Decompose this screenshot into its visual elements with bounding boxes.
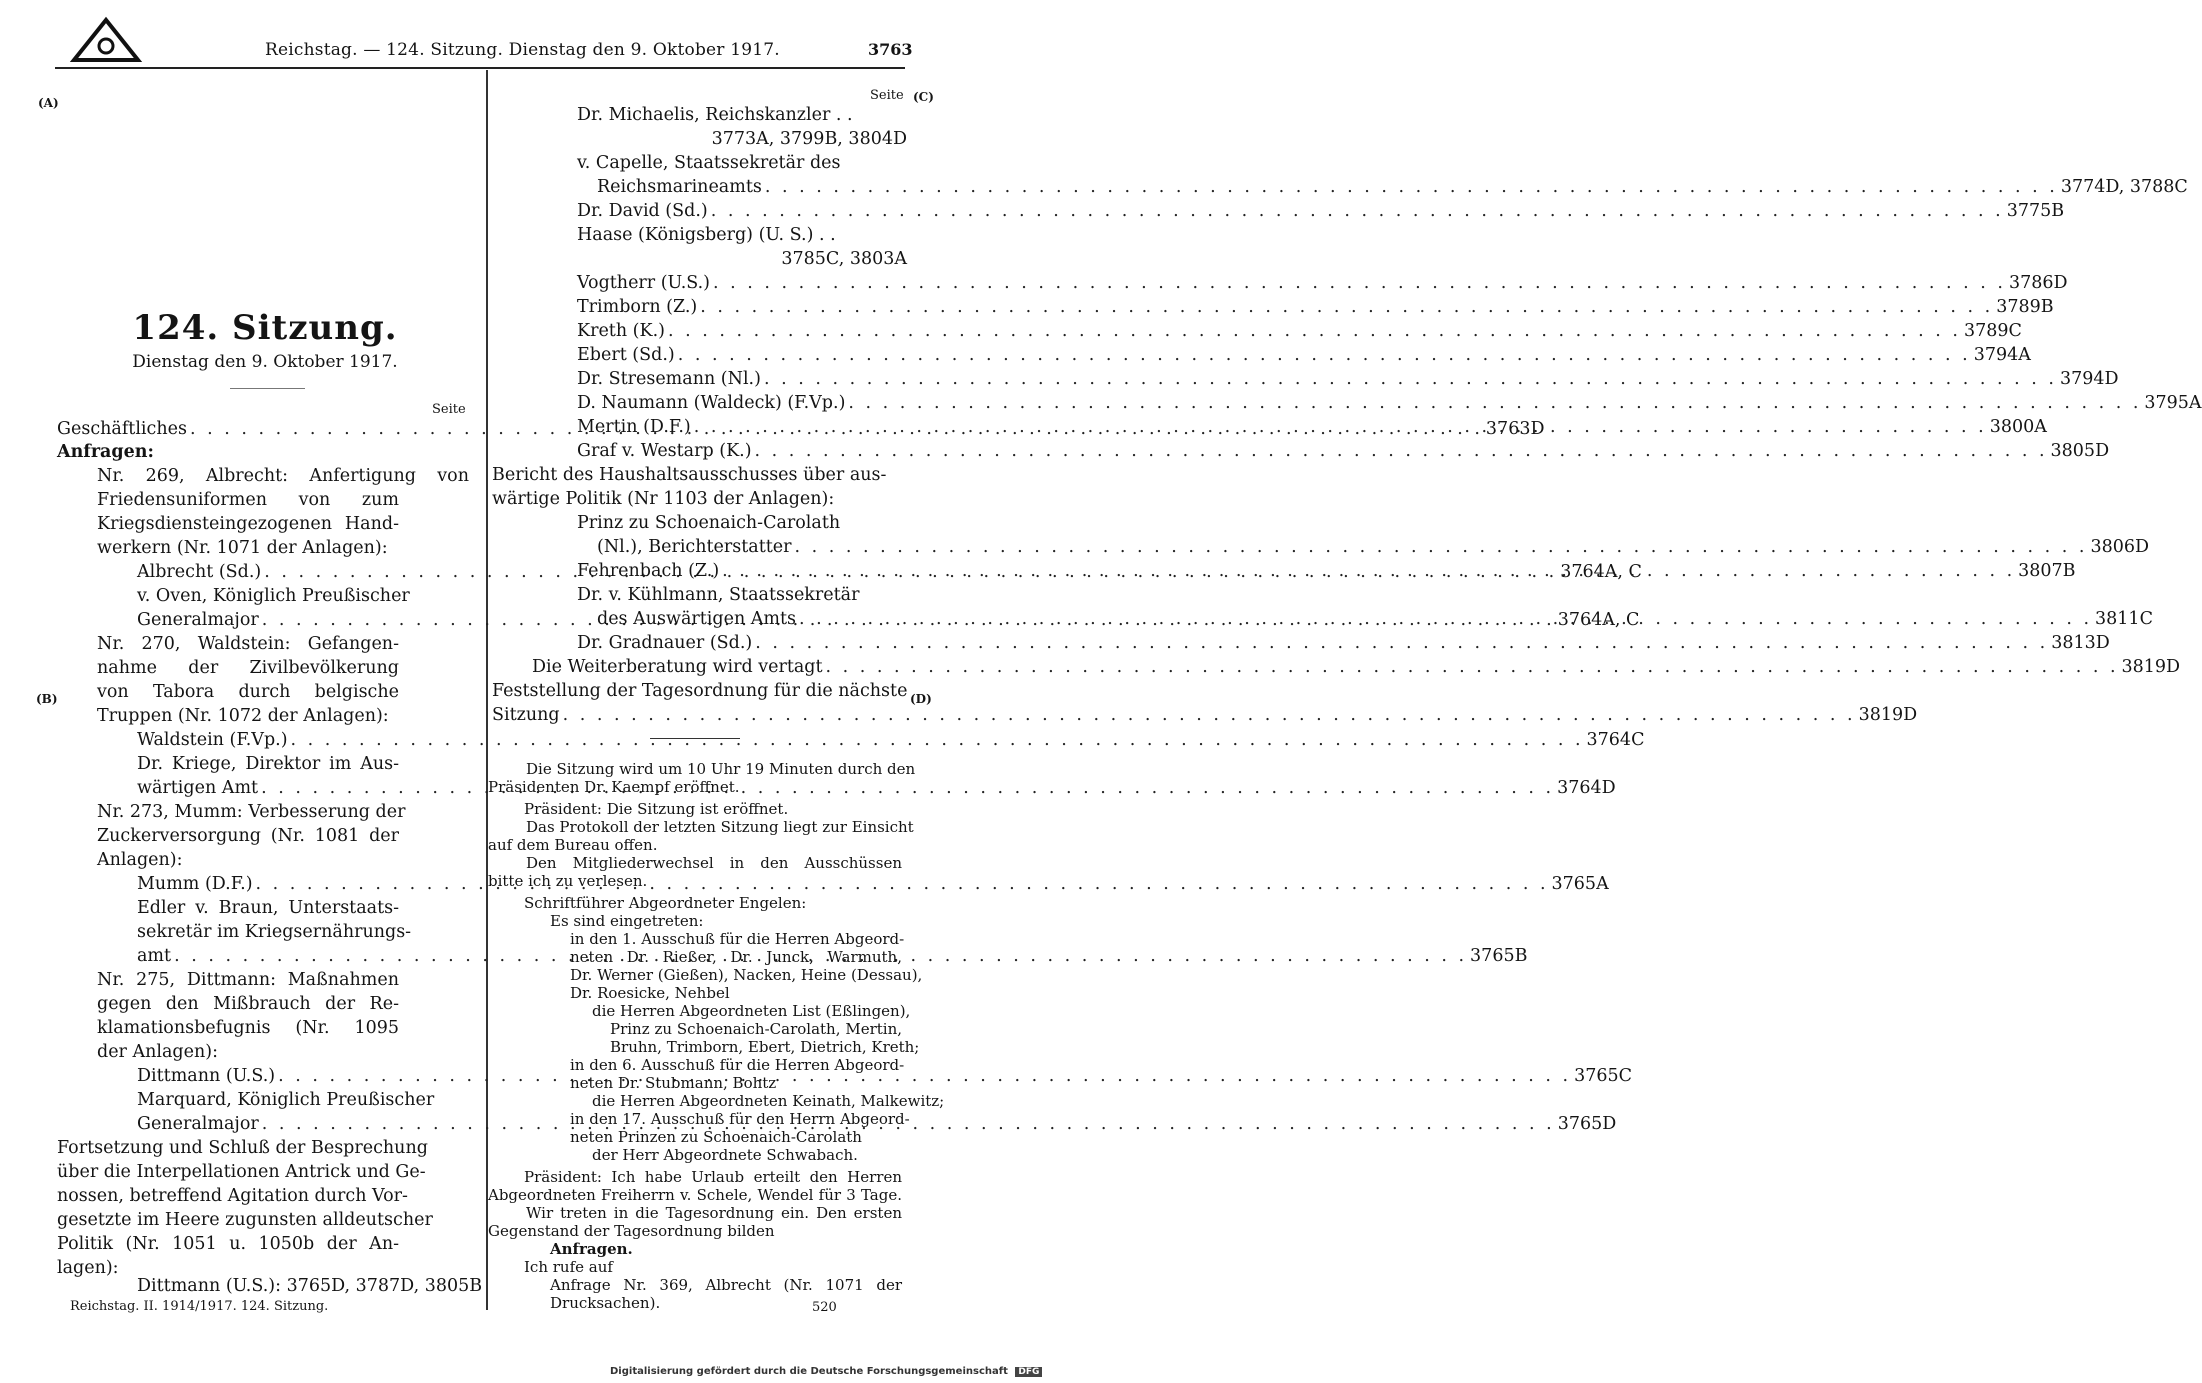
- toc-line: 3773A, 3799B, 3804D: [711, 129, 907, 149]
- toc-line: [577, 320, 2022, 343]
- entry-text: Graf v. Westarp (K.): [577, 441, 752, 461]
- entry-text: Generalmajor: [137, 610, 259, 630]
- title-rule: [230, 388, 305, 389]
- toc-line: Dr. v. Kühlmann, Staatssekretär: [577, 585, 860, 605]
- page-reference: 3765D: [1557, 1114, 1617, 1134]
- body-line: neten Dr. Stubmann, Bohtz: [570, 1074, 777, 1092]
- body-line: in den 6. Ausschuß für die Herren Abgeord-: [570, 1056, 905, 1074]
- page-reference: 3795A: [2144, 393, 2202, 413]
- entry-text: Die Weiterberatung wird vertagt: [532, 657, 823, 677]
- body-line: Gegenstand der Tagesordnung bilden: [488, 1222, 775, 1240]
- toc-line: Zuckerversorgung (Nr. 1081 der: [97, 826, 399, 846]
- page-reference: 3813D: [2051, 633, 2110, 653]
- body-line: Drucksachen).: [550, 1294, 661, 1312]
- dot-leader: [691, 416, 1990, 438]
- body-line: neten Prinzen zu Schoenaich-Carolath: [570, 1128, 862, 1146]
- toc-line: Truppen (Nr. 1072 der Anlagen):: [97, 706, 389, 726]
- section-separator: [650, 738, 740, 739]
- body-line: in den 17. Ausschuß für den Herrn Abgeord-: [570, 1110, 910, 1128]
- page-reference: 3789B: [1996, 297, 2054, 317]
- page-reference: 3764C: [1586, 730, 1645, 750]
- toc-line: [577, 632, 2110, 655]
- entry-text: Waldstein (F.Vp.): [137, 730, 288, 750]
- body-line: Präsident: Ich habe Urlaub erteilt den Herren: [524, 1168, 902, 1186]
- dot-leader: [275, 1065, 1574, 1087]
- toc-line: lagen):: [57, 1258, 119, 1278]
- margin-letter-d: (D): [910, 692, 932, 706]
- toc-line: Nr. 269, Albrecht: Anfertigung von: [97, 466, 469, 486]
- page-reference: 3811C: [2095, 609, 2153, 629]
- entry-text: wärtigen Amt: [137, 778, 259, 798]
- toc-line: Nr. 275, Dittmann: Maßnahmen: [97, 970, 399, 990]
- running-header: Reichstag. — 124. Sitzung. Dienstag den 9. Oktober 1917.: [265, 40, 780, 60]
- dfg-logo: DFG: [1015, 1367, 1042, 1377]
- session-title: 124. Sitzung.: [132, 308, 398, 348]
- dot-leader: [665, 320, 1964, 342]
- toc-line: [492, 704, 1918, 727]
- entry-text: D. Naumann (Waldeck) (F.Vp.): [577, 393, 846, 413]
- dot-leader: [697, 296, 1996, 318]
- body-line: Den Mitgliederwechsel in den Ausschüssen: [526, 854, 902, 872]
- session-date: Dienstag den 9. Oktober 1917.: [132, 352, 398, 372]
- toc-line: Politik (Nr. 1051 u. 1050b der An-: [57, 1234, 399, 1254]
- toc-line: Dr. Kriege, Direktor im Aus-: [137, 754, 399, 774]
- body-line: Es sind eingetreten:: [550, 912, 704, 930]
- toc-line: [597, 176, 2188, 199]
- toc-line: [137, 729, 1645, 752]
- dot-leader: [710, 272, 2009, 294]
- body-line: in den 1. Ausschuß für die Herren Abgeord-: [570, 930, 905, 948]
- page-reference: 3775B: [2006, 201, 2065, 221]
- page-reference: 3805D: [2050, 441, 2110, 461]
- toc-line: [597, 536, 2150, 559]
- entry-text: Sitzung: [492, 705, 560, 725]
- toc-line: von Tabora durch belgische: [97, 682, 399, 702]
- body-line: Anfragen.: [550, 1240, 633, 1258]
- entry-text: amt: [137, 946, 172, 966]
- digitization-note: [610, 1366, 1042, 1377]
- toc-line: Marquard, Königlich Preußischer: [137, 1090, 435, 1110]
- digitization-note-text: Digitalisierung gefördert durch die Deutsche Forschungsgemeinschaft: [610, 1366, 1008, 1377]
- body-line: Schriftführer Abgeordneter Engelen:: [524, 894, 807, 912]
- toc-line: sekretär im Kriegsernährungs-: [137, 922, 412, 942]
- toc-line: Dr. Michaelis, Reichskanzler . .: [577, 105, 853, 125]
- toc-line: 3785C, 3803A: [781, 249, 907, 269]
- page-reference: 3819D: [2121, 657, 2181, 677]
- toc-line: werkern (Nr. 1071 der Anlagen):: [97, 538, 388, 558]
- entry-text: Dittmann (U.S.): [137, 1066, 276, 1086]
- toc-line: Feststellung der Tagesordnung für die nächste: [492, 681, 908, 701]
- toc-line: Anlagen):: [97, 850, 183, 870]
- entry-text: Albrecht (Sd.): [137, 562, 262, 582]
- margin-letter-a: (A): [38, 96, 59, 110]
- toc-line: Nr. 270, Waldstein: Gefangen-: [97, 634, 399, 654]
- page-reference: 3806D: [2090, 537, 2150, 557]
- toc-line: [532, 656, 2181, 679]
- toc-line: Edler v. Braun, Unterstaats-: [137, 898, 399, 918]
- entry-text: Mumm (D.F.): [137, 874, 253, 894]
- body-line: neten Dr. Rießer, Dr. Junck, Warmuth,: [570, 948, 902, 966]
- body-line: der Herr Abgeordnete Schwabach.: [592, 1146, 858, 1164]
- body-line: Die Sitzung wird um 10 Uhr 19 Minuten durch den: [526, 760, 916, 778]
- body-line: Dr. Roesicke, Nehbel: [570, 984, 730, 1002]
- dot-leader: [845, 392, 2144, 414]
- body-line: Prinz zu Schoenaich-Carolath, Mertin,: [610, 1020, 902, 1038]
- page-reference: 3764D: [1557, 778, 1616, 798]
- toc-line: gegen den Mißbrauch der Re-: [97, 994, 399, 1014]
- entry-text: Dr. Stresemann (Nl.): [577, 369, 761, 389]
- page-reference: 3765B: [1470, 946, 1528, 966]
- toc-line: gesetzte im Heere zugunsten alldeutscher: [57, 1210, 433, 1230]
- dot-leader: [761, 368, 2060, 390]
- dot-leader: [675, 344, 1974, 366]
- footer-number: 520: [812, 1300, 837, 1315]
- page-reference: 3763D: [1485, 419, 1545, 439]
- page-reference: 3800A: [1989, 417, 2047, 437]
- entry-text: Geschäftliches: [57, 419, 187, 439]
- body-line: Abgeordneten Freiherrn v. Schele, Wendel für 3 Tage.: [488, 1186, 902, 1204]
- toc-line: Fortsetzung und Schluß der Besprechung: [57, 1138, 428, 1158]
- toc-line: v. Capelle, Staatssekretär des: [577, 153, 841, 173]
- entry-text: Dr. David (Sd.): [577, 201, 708, 221]
- toc-line: über die Interpellationen Antrick und Ge-: [57, 1162, 426, 1182]
- body-line: Dr. Werner (Gießen), Nacken, Heine (Dessau),: [570, 966, 923, 984]
- triangle-logo-icon: [70, 16, 142, 64]
- body-line: Ich rufe auf: [524, 1258, 613, 1276]
- seite-label-right: Seite: [870, 88, 904, 103]
- page-number: 3763: [868, 40, 913, 59]
- toc-line: wärtige Politik (Nr 1103 der Anlagen):: [492, 489, 835, 509]
- page-reference: 3764A, C: [1557, 610, 1640, 630]
- dot-leader: [762, 176, 2061, 198]
- toc-line: Bericht des Haushaltsausschusses über aus-: [492, 465, 887, 485]
- dot-leader: [823, 656, 2122, 678]
- toc-line: Prinz zu Schoenaich-Carolath: [577, 513, 841, 533]
- body-line: bitte ich zu verlesen.: [488, 872, 648, 890]
- dot-leader: [560, 704, 1859, 726]
- footer-signature: Reichstag. II. 1914/1917. 124. Sitzung.: [70, 1299, 329, 1314]
- page-reference: 3765C: [1574, 1066, 1633, 1086]
- body-line: auf dem Bureau offen.: [488, 836, 658, 854]
- entry-text: Generalmajor: [137, 1114, 259, 1134]
- toc-line: [577, 440, 2110, 463]
- page-reference: 3765A: [1551, 874, 1609, 894]
- toc-line: der Anlagen):: [97, 1042, 218, 1062]
- dot-leader: [752, 440, 2051, 462]
- body-line: Wir treten in die Tagesordnung ein. Den ersten: [526, 1204, 902, 1222]
- entry-text: Fehrenbach (Z.): [577, 561, 720, 581]
- margin-letter-b: (B): [36, 692, 58, 706]
- body-line: Anfrage Nr. 369, Albrecht (Nr. 1071 der: [550, 1276, 902, 1294]
- entry-text: Vogtherr (U.S.): [577, 273, 711, 293]
- toc-line: v. Oven, Königlich Preußischer: [137, 586, 410, 606]
- seite-label-left: Seite: [432, 402, 466, 417]
- page-reference: 3786D: [2009, 273, 2068, 293]
- toc-line: [577, 344, 2031, 367]
- dot-leader: [288, 729, 1587, 751]
- entry-text: (Nl.), Berichterstatter: [597, 537, 792, 557]
- entry-text: Mertin (D.F.): [577, 417, 691, 437]
- page-reference: 3789C: [1963, 321, 2022, 341]
- dot-leader: [708, 200, 2007, 222]
- toc-line: Haase (Königsberg) (U. S.) . .: [577, 225, 836, 245]
- toc-line: [577, 392, 2202, 415]
- body-line: Bruhn, Trimborn, Ebert, Dietrich, Kreth;: [610, 1038, 920, 1056]
- body-line: Präsident: Die Sitzung ist eröffnet.: [524, 800, 789, 818]
- body-line: die Herren Abgeordneten Keinath, Malkewitz;: [592, 1092, 945, 1110]
- entry-text: des Auswärtigen Amts: [597, 609, 797, 629]
- dot-leader: [752, 632, 2051, 654]
- margin-letter-c: (C): [913, 90, 934, 104]
- header-rule: [55, 67, 905, 69]
- toc-line: nahme der Zivilbevölkerung: [97, 658, 399, 678]
- entry-text: Dr. Gradnauer (Sd.): [577, 633, 753, 653]
- entry-text: Trimborn (Z.): [577, 297, 698, 317]
- toc-line: klamationsbefugnis (Nr. 1095: [97, 1018, 399, 1038]
- toc-line: Anfragen:: [57, 442, 154, 462]
- page-reference: 3819D: [1858, 705, 1918, 725]
- dot-leader: [258, 777, 1557, 799]
- toc-line: [577, 272, 2068, 295]
- toc-line: [577, 368, 2119, 391]
- body-line: Präsidenten Dr. Kaempf eröffnet.: [488, 778, 740, 796]
- body-line: Das Protokoll der letzten Sitzung liegt zur Einsicht: [526, 818, 914, 836]
- dot-leader: [719, 560, 2018, 582]
- dot-leader: [796, 608, 2095, 630]
- body-line: die Herren Abgeordneten List (Eßlingen),: [592, 1002, 911, 1020]
- page-reference: 3794D: [2059, 369, 2119, 389]
- dot-leader: [253, 873, 1552, 895]
- entry-text: Kreth (K.): [577, 321, 665, 341]
- dot-leader: [792, 536, 2091, 558]
- page-reference: 3764A, C: [1560, 562, 1642, 582]
- toc-line: Kriegsdiensteingezogenen Hand-: [97, 514, 399, 534]
- toc-line: [577, 200, 2065, 223]
- toc-line: [577, 296, 2054, 319]
- entry-text: Ebert (Sd.): [577, 345, 675, 365]
- toc-line: Friedensuniformen von zum: [97, 490, 399, 510]
- page-reference: 3774D, 3788C: [2060, 177, 2188, 197]
- entry-text: Reichsmarineamts: [597, 177, 762, 197]
- toc-line: Dittmann (U.S.): 3765D, 3787D, 3805B: [137, 1276, 483, 1296]
- toc-line: Nr. 273, Mumm: Verbesserung der: [97, 802, 406, 822]
- page-reference: 3807B: [2018, 561, 2076, 581]
- toc-line: nossen, betreffend Agitation durch Vor-: [57, 1186, 408, 1206]
- page-reference: 3794A: [1973, 345, 2031, 365]
